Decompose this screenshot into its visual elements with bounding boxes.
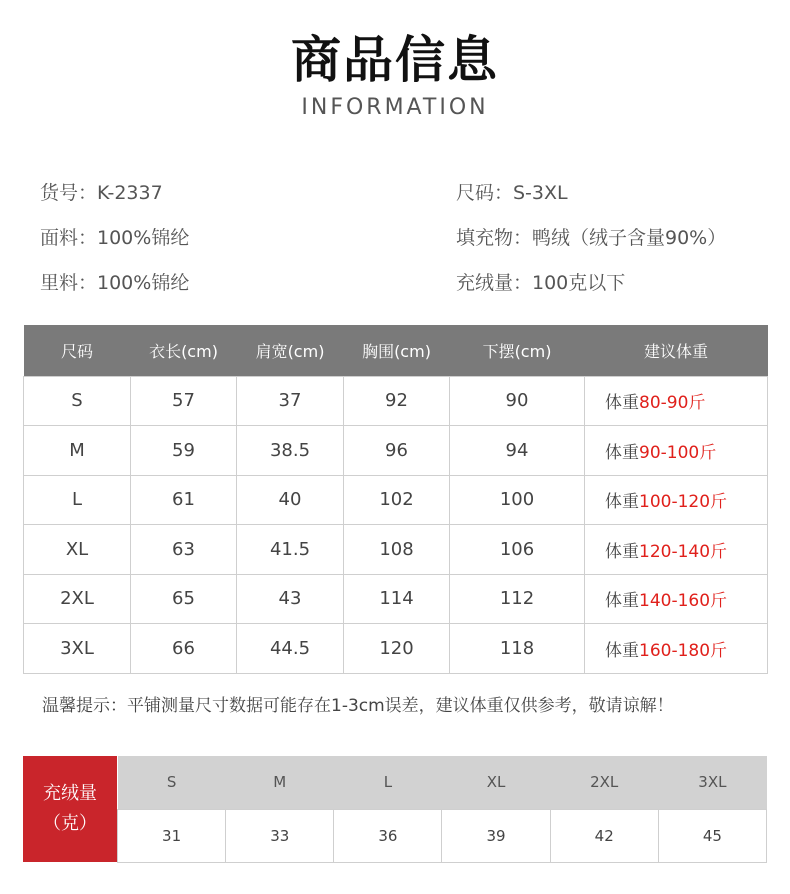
weight-prefix: 体重 [605, 640, 639, 661]
down-size-header: M [226, 756, 334, 809]
length-cell: 66 [131, 624, 237, 674]
weight-range: 140-160斤 [639, 591, 728, 612]
weight-prefix: 体重 [605, 442, 639, 463]
info-item-size-range: 尺码：S-3XL [456, 182, 568, 204]
size-cell: 2XL [24, 574, 131, 624]
column-header: 胸围(cm) [344, 325, 450, 376]
info-item-fabric: 面料：100%锦纶 [40, 227, 190, 249]
down-value-cell: 42 [550, 809, 658, 862]
shoulder-cell: 38.5 [237, 426, 344, 476]
chest-cell: 120 [344, 624, 450, 674]
weight-cell [585, 624, 768, 674]
weight-prefix: 体重 [605, 541, 639, 562]
weight-cell [585, 426, 768, 476]
table-row [24, 624, 768, 674]
weight-range: 160-180斤 [639, 640, 728, 661]
column-header: 衣长(cm) [131, 325, 237, 376]
hem-cell: 106 [450, 525, 585, 575]
down-value-cell: 33 [226, 809, 334, 862]
down-size-header: 2XL [550, 756, 658, 809]
chest-cell: 102 [344, 475, 450, 525]
length-cell: 65 [131, 574, 237, 624]
hem-cell: 112 [450, 574, 585, 624]
column-header: 肩宽(cm) [237, 325, 344, 376]
size-table-header [24, 325, 768, 376]
chest-cell: 96 [344, 426, 450, 476]
weight-prefix: 体重 [605, 591, 639, 612]
info-item-down-amount: 充绒量：100克以下 [456, 272, 626, 294]
down-value-cell: 31 [118, 809, 226, 862]
page-title: 商品信息 [291, 31, 499, 89]
hem-cell: 90 [450, 376, 585, 426]
shoulder-cell: 43 [237, 574, 344, 624]
length-cell: 61 [131, 475, 237, 525]
measurement-note: 温馨提示：平铺测量尺寸数据可能存在1-3cm误差，建议体重仅供参考，敬请谅解！ [42, 696, 674, 716]
weight-cell [585, 475, 768, 525]
table-row [24, 475, 768, 525]
table-row [118, 809, 767, 862]
table-row [24, 574, 768, 624]
hem-cell: 118 [450, 624, 585, 674]
weight-cell [585, 376, 768, 426]
shoulder-cell: 44.5 [237, 624, 344, 674]
size-cell: M [24, 426, 131, 476]
length-cell: 59 [131, 426, 237, 476]
column-header: 下摆(cm) [450, 325, 585, 376]
weight-range: 90-100斤 [639, 442, 717, 463]
weight-prefix: 体重 [605, 492, 639, 513]
table-row [24, 426, 768, 476]
weight-range: 100-120斤 [639, 492, 728, 513]
down-value-cell: 39 [442, 809, 550, 862]
chest-cell: 92 [344, 376, 450, 426]
down-amount-label [23, 756, 117, 862]
weight-prefix: 体重 [605, 393, 639, 414]
down-value-cell: 45 [658, 809, 766, 862]
length-cell: 63 [131, 525, 237, 575]
down-size-header: 3XL [658, 756, 766, 809]
down-label-unit: （克） [43, 813, 97, 834]
down-table-header [118, 756, 767, 809]
shoulder-cell: 40 [237, 475, 344, 525]
size-cell: L [24, 475, 131, 525]
size-cell: XL [24, 525, 131, 575]
info-item-code: 货号：K-2337 [40, 182, 163, 204]
table-row [24, 376, 768, 426]
hem-cell: 94 [450, 426, 585, 476]
info-item-filling: 填充物：鸭绒（绒子含量90%） [456, 227, 727, 249]
chest-cell: 114 [344, 574, 450, 624]
weight-range: 120-140斤 [639, 541, 728, 562]
size-cell: 3XL [24, 624, 131, 674]
weight-range: 80-90斤 [639, 393, 706, 414]
down-value-cell: 36 [334, 809, 442, 862]
down-size-header: S [118, 756, 226, 809]
shoulder-cell: 41.5 [237, 525, 344, 575]
chest-cell: 108 [344, 525, 450, 575]
column-header: 尺码 [24, 325, 131, 376]
info-item-lining: 里料：100%锦纶 [40, 272, 190, 294]
down-amount-table [117, 756, 767, 863]
weight-cell [585, 525, 768, 575]
page-subtitle: INFORMATION [301, 95, 489, 120]
table-row [24, 525, 768, 575]
down-label-title: 充绒量 [43, 783, 97, 804]
size-cell: S [24, 376, 131, 426]
hem-cell: 100 [450, 475, 585, 525]
size-table [23, 325, 768, 674]
weight-cell [585, 574, 768, 624]
length-cell: 57 [131, 376, 237, 426]
column-header: 建议体重 [585, 325, 768, 376]
down-size-header: XL [442, 756, 550, 809]
shoulder-cell: 37 [237, 376, 344, 426]
down-size-header: L [334, 756, 442, 809]
